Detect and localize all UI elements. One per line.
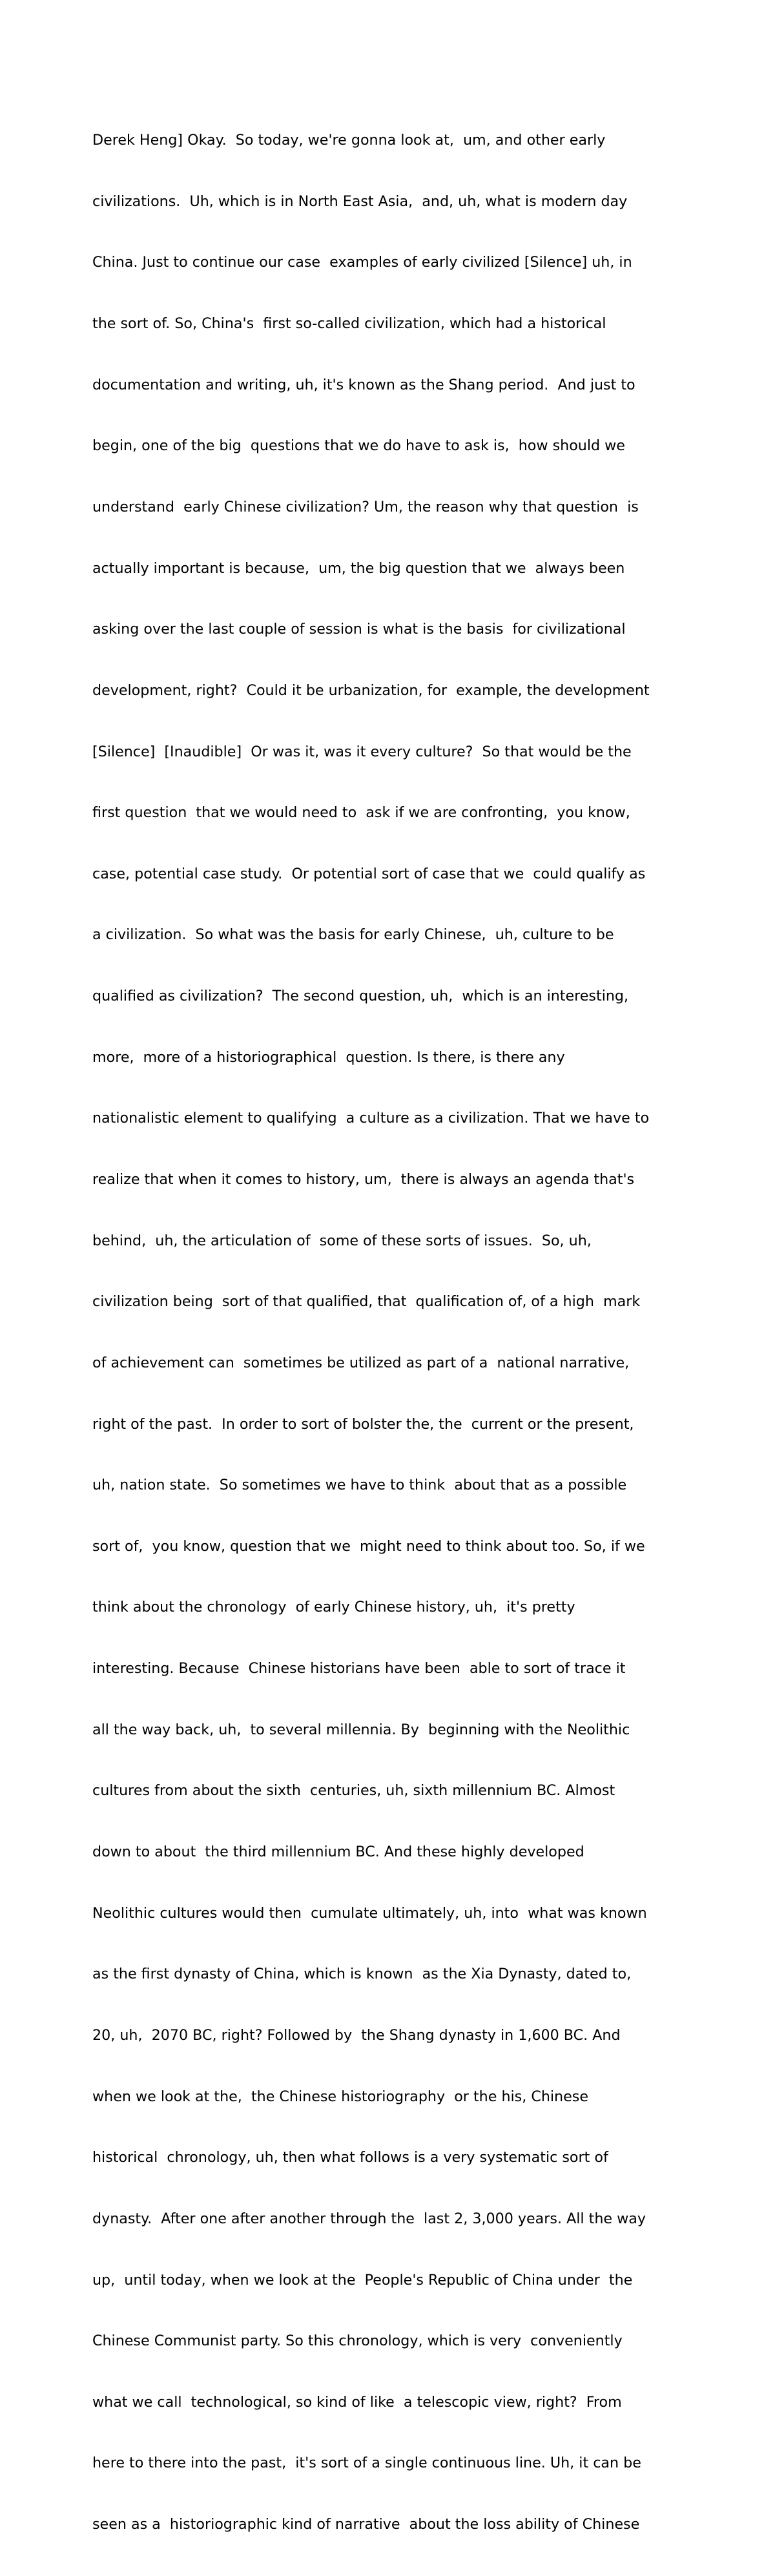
transcript-line: asking over the last couple of session is what is the basis for civilizational <box>92 621 626 638</box>
transcript-line: think about the chronology of early Chinese history, uh, it's pretty <box>92 1599 575 1616</box>
transcript-line: right of the past. In order to sort of bolster the, the current or the present, <box>92 1415 634 1433</box>
transcript-line: all the way back, uh, to several millennia. By beginning with the Neolithic <box>92 1721 630 1738</box>
transcript-line: when we look at the, the Chinese historiography or the his, Chinese <box>92 2088 588 2105</box>
transcript-line: of achievement can sometimes be utilized as part of a national narrative, <box>92 1354 630 1371</box>
transcript-line: a civilization. So what was the basis for early Chinese, uh, culture to be <box>92 926 614 944</box>
transcript-line: more, more of a historiographical question. Is there, is there any <box>92 1048 565 1066</box>
transcript-line: first question that we would need to ask if we are confronting, you know, <box>92 804 630 822</box>
transcript-line: civilizations. Uh, which is in North East Asia, and, uh, what is modern day <box>92 192 628 210</box>
transcript-line: realize that when it comes to history, um, there is always an agenda that's <box>92 1170 635 1188</box>
transcript-line: what we call technological, so kind of like a telescopic view, right? From <box>92 2393 622 2411</box>
transcript-line: development, right? Could it be urbanization, for example, the development <box>92 681 650 699</box>
transcript-line: here to there into the past, it's sort of a single continuous line. Uh, it can be <box>92 2455 641 2472</box>
transcript-line: behind, uh, the articulation of some of these sorts of issues. So, uh, <box>92 1232 592 1249</box>
transcript-line: Derek Heng] Okay. So today, we're gonna look at, um, and other early <box>92 132 606 149</box>
transcript-line: Chinese Communist party. So this chronology, which is very conveniently <box>92 2332 623 2350</box>
transcript-line: civilization being sort of that qualified, that qualification of, of a high mark <box>92 1293 641 1311</box>
transcript-line: nationalistic element to qualifying a culture as a civilization. That we have to <box>92 1110 650 1127</box>
transcript-line: seen as a historiographic kind of narrative about the loss ability of Chinese <box>92 2516 640 2533</box>
transcript-line: historical chronology, uh, then what follows is a very systematic sort of <box>92 2149 608 2166</box>
transcript-line: uh, nation state. So sometimes we have to think about that as a possible <box>92 1477 627 1494</box>
transcript-line: as the first dynasty of China, which is known as the Xia Dynasty, dated to, <box>92 1966 632 1983</box>
transcript-line: up, until today, when we look at the People's Republic of China under the <box>92 2271 633 2289</box>
transcript-line: [Silence] [Inaudible] Or was it, was it every culture? So that would be the <box>92 743 632 760</box>
transcript-line: 20, uh, 2070 BC, right? Followed by the Shang dynasty in 1,600 BC. And <box>92 2026 621 2044</box>
transcript-line: Neolithic cultures would then cumulate ultimately, uh, into what was known <box>92 1904 647 1922</box>
transcript-line: dynasty. After one after another through the last 2, 3,000 years. All the way <box>92 2210 646 2227</box>
transcript-line: understand early Chinese civilization? Um, the reason why that question is <box>92 498 639 515</box>
transcript-body <box>92 90 738 2576</box>
transcript-line: sort of, you know, question that we might need to think about too. So, if we <box>92 1537 645 1555</box>
transcript-line: actually important is because, um, the big question that we always been <box>92 559 625 577</box>
transcript-line: interesting. Because Chinese historians have been able to sort of trace it <box>92 1660 626 1678</box>
transcript-line: documentation and writing, uh, it's known as the Shang period. And just to <box>92 376 636 393</box>
transcript-line: begin, one of the big questions that we do have to ask is, how should we <box>92 437 625 455</box>
transcript-line: China. Just to continue our case examples of early civilized [Silence] uh, in <box>92 254 632 271</box>
transcript-line: down to about the third millennium BC. And these highly developed <box>92 1844 584 1861</box>
transcript-line: qualified as civilization? The second question, uh, which is an interesting, <box>92 988 629 1005</box>
transcript-line: cultures from about the sixth centuries, uh, sixth millennium BC. Almost <box>92 1782 615 1800</box>
transcript-line: case, potential case study. Or potential sort of case that we could qualify as <box>92 865 646 882</box>
transcript-line: the sort of. So, China's first so-called civilization, which had a historical <box>92 315 606 333</box>
